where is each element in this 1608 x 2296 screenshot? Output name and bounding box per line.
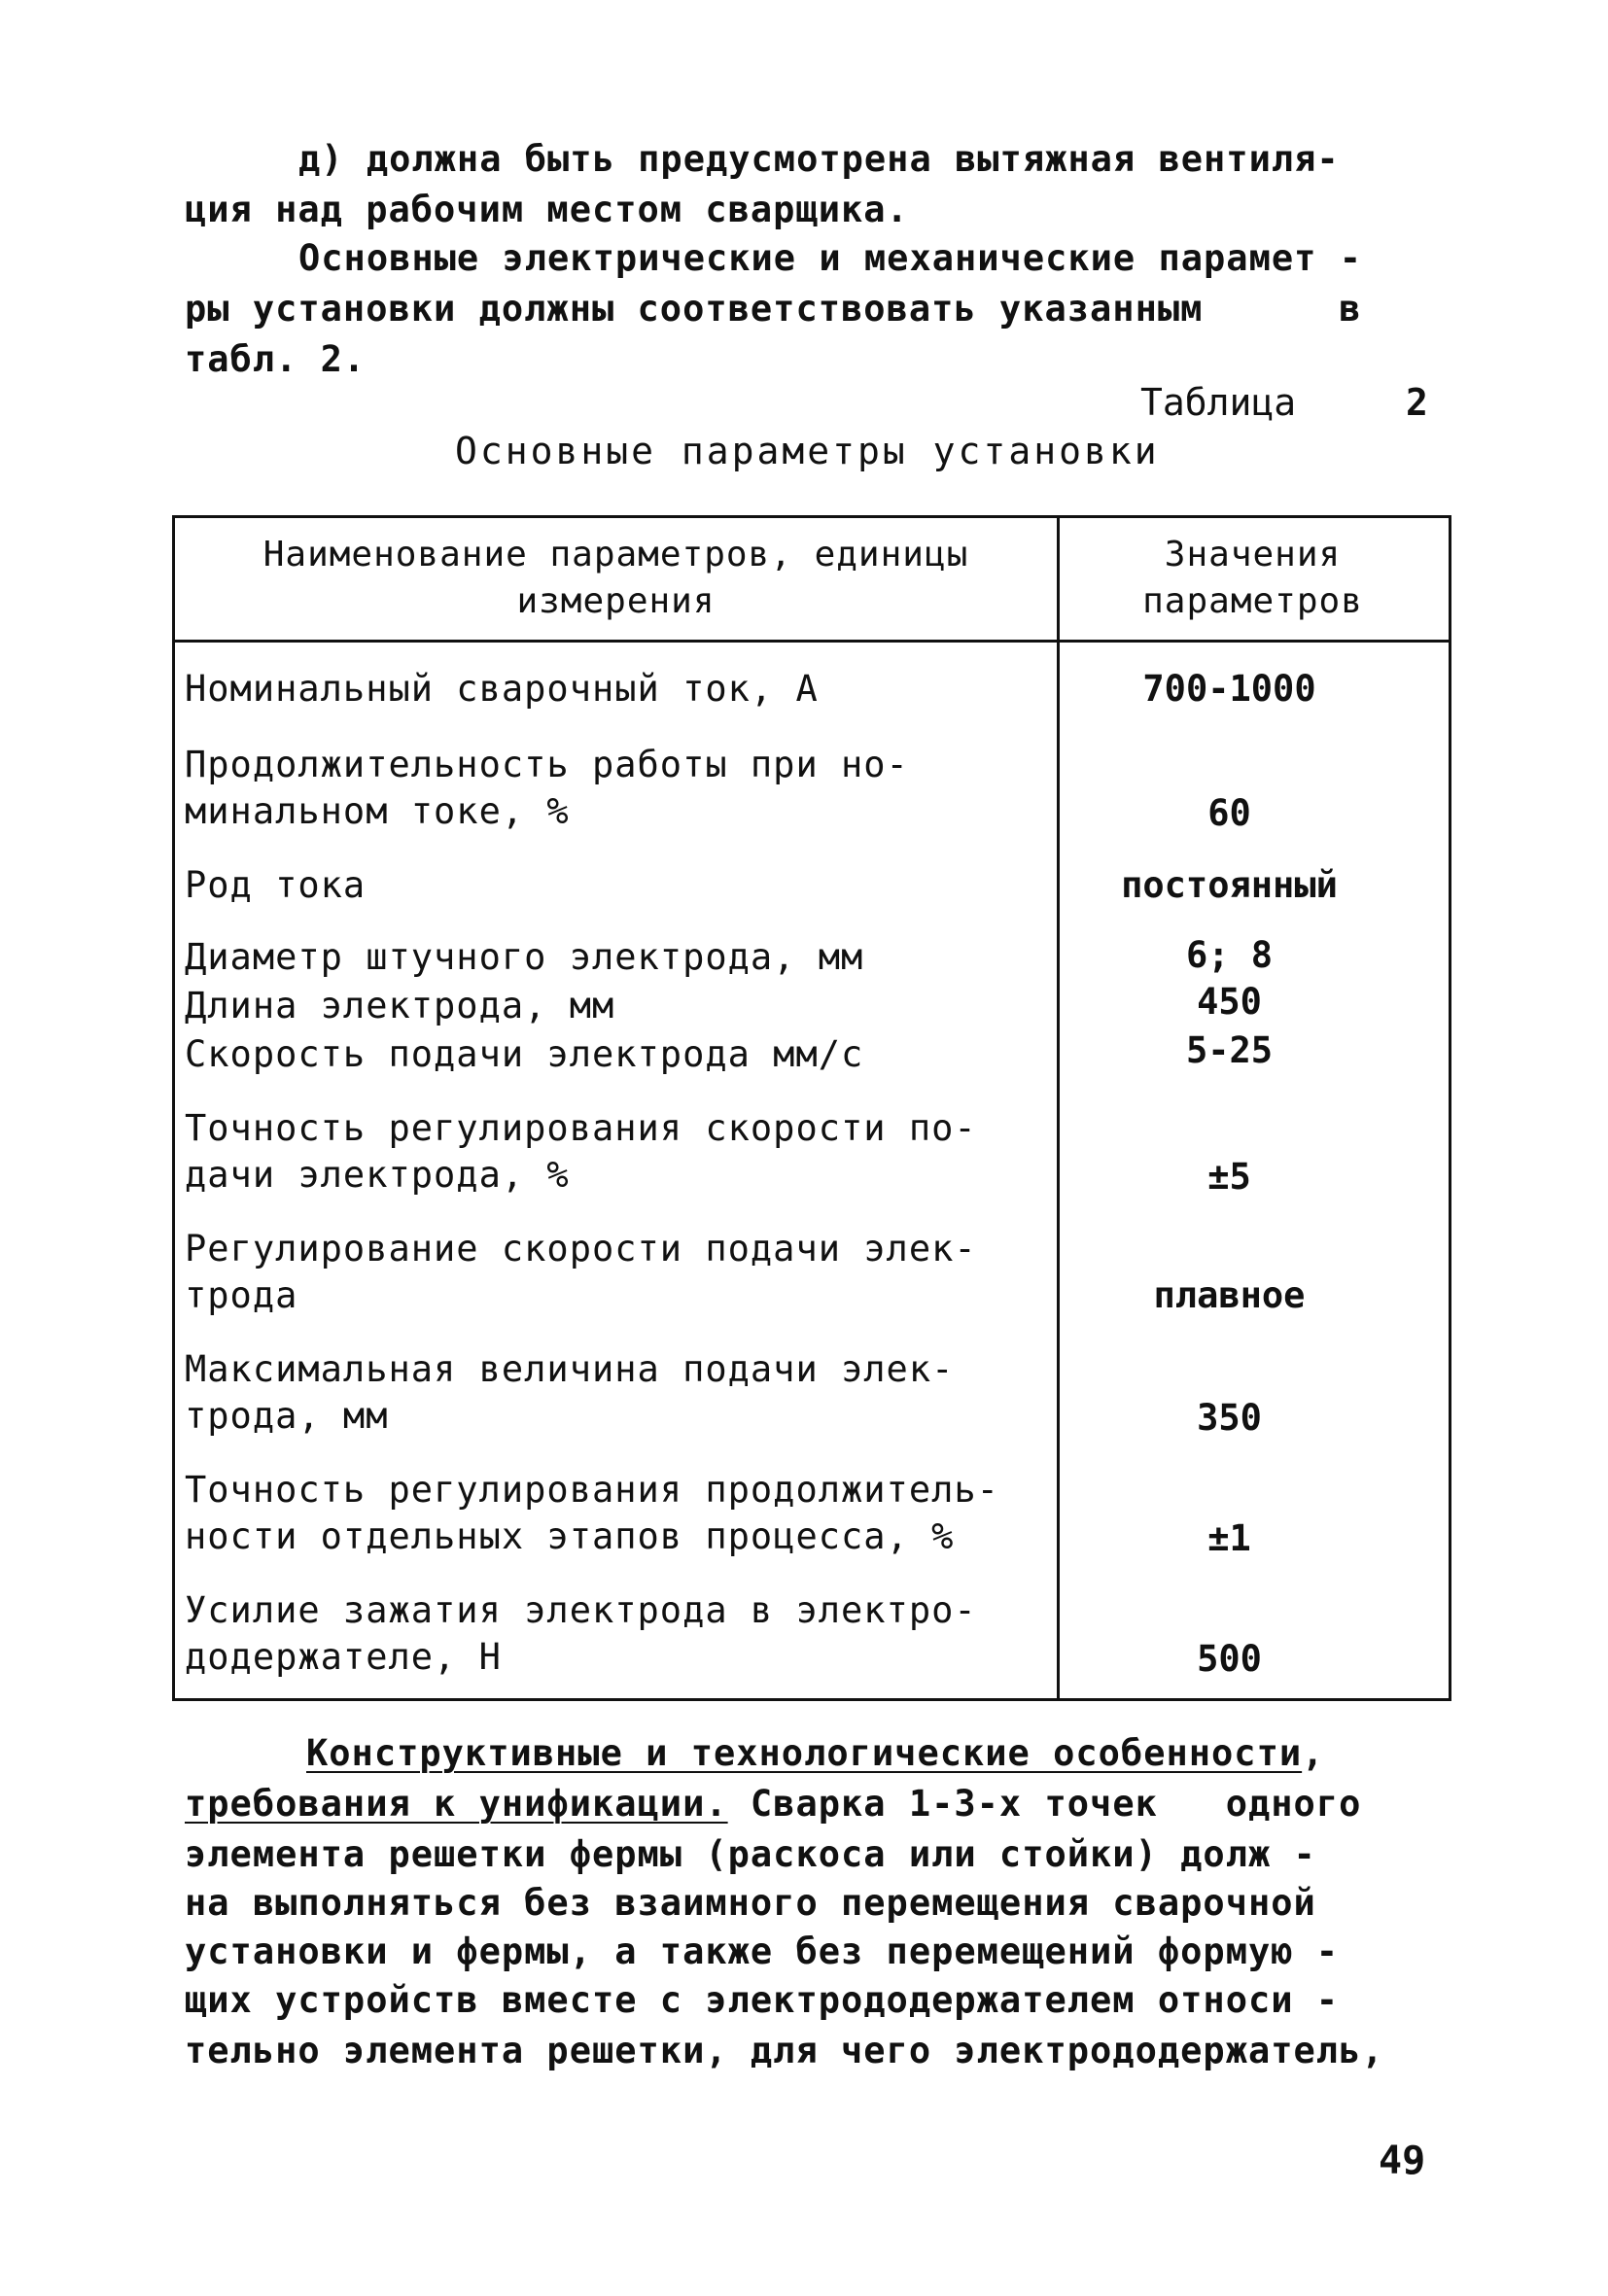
row-label: Регулирование скорости подачи элек- трода — [185, 1228, 977, 1316]
row-label: Точность регулирования продолжитель- ности отдельных этапов процесса, % — [185, 1469, 999, 1557]
row-value: 5-25 — [1185, 1029, 1274, 1071]
table-caption-label: Таблица — [1140, 381, 1297, 424]
row-value: постоянный — [1121, 864, 1338, 906]
row-label: Продолжительность работы при но- минальном токе, % — [185, 744, 909, 832]
intro-line-1: д) должна быть предусмотрена вытяжная вентиля- — [298, 138, 1340, 180]
closing-line-4: установки и фермы, а также без перемещений формую - — [185, 1931, 1340, 1972]
row-label: Максимальная величина подачи элек- трода, мм — [185, 1348, 955, 1437]
header-parameter-value: Значения параметров — [1142, 535, 1363, 621]
row-value: 60 — [1207, 792, 1251, 834]
closing-line-1-rest: Сварка 1-3-х точек одного — [727, 1783, 1362, 1825]
row-value: 700-1000 — [1142, 668, 1316, 710]
closing-heading-comma: , — [1302, 1732, 1325, 1774]
row-label: Номинальный сварочный ток, А — [185, 668, 819, 710]
row-value: 350 — [1197, 1397, 1262, 1439]
closing-heading-line — [306, 1730, 1324, 1777]
closing-line-3: на выполняться без взаимного перемещения сварочной — [185, 1882, 1316, 1924]
intro-line-3: Основные электрические и механические парамет - — [298, 237, 1362, 279]
header-divider — [175, 640, 1449, 643]
row-label: Диаметр штучного электрода, мм — [185, 936, 864, 978]
closing-heading-underlined: Конструктивные и технологические особенности — [306, 1732, 1303, 1774]
table-caption-number: 2 — [1406, 381, 1428, 424]
intro-line-4: ры установки должны соответствовать указанным в — [185, 288, 1362, 330]
row-label: Точность регулирования скорости по- дачи электрода, % — [185, 1107, 977, 1196]
intro-line-2: ция над рабочим местом сварщика. — [185, 189, 909, 230]
closing-line-2: элемента решетки фермы (раскоса или стойки) долж - — [185, 1833, 1316, 1875]
closing-line-5: щих устройств вместе с электрододержателем относи - — [185, 1979, 1340, 2021]
table-title: Основные параметры установки — [455, 430, 1160, 472]
row-label: Скорость подачи электрода мм/с — [185, 1033, 864, 1075]
row-value: плавное — [1153, 1274, 1306, 1316]
row-value: ±5 — [1207, 1156, 1251, 1198]
row-label: Длина электрода, мм — [185, 985, 615, 1026]
row-value: 500 — [1197, 1638, 1262, 1680]
closing-requirements-underlined: требования к унификации. — [185, 1783, 728, 1825]
intro-line-5: табл. 2. — [185, 338, 367, 380]
row-value: 6; 8 — [1185, 934, 1274, 976]
closing-line-1 — [185, 1781, 1361, 1827]
row-value: ±1 — [1207, 1517, 1251, 1559]
page-number: 49 — [1379, 2139, 1426, 2183]
row-label: Усилие зажатия электрода в электро- додержателе, Н — [185, 1589, 977, 1678]
row-value: 450 — [1197, 981, 1262, 1023]
row-label: Род тока — [185, 864, 367, 906]
closing-line-6: тельно элемента решетки, для чего электрододержатель, — [185, 2030, 1384, 2071]
parameters-table — [172, 515, 1451, 1701]
header-parameter-name: Наименование параметров, единицы измерения — [262, 535, 969, 621]
